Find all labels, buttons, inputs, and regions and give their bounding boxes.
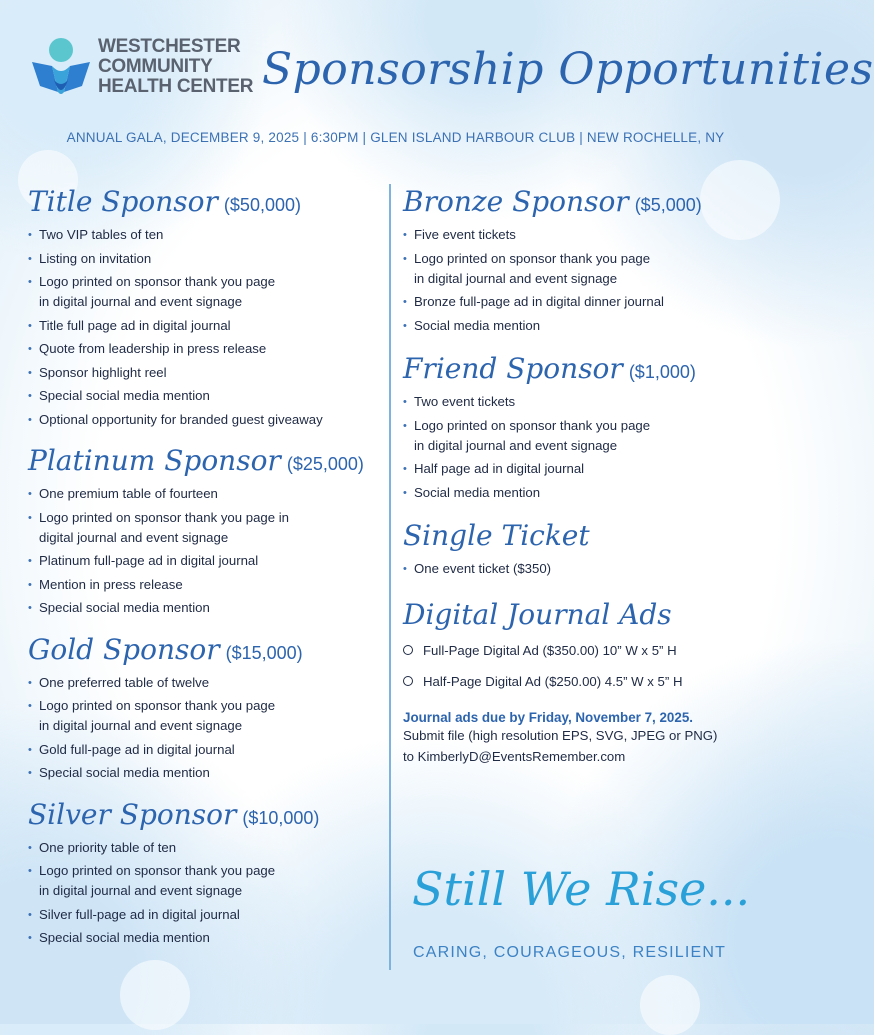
benefit-text: Five event tickets bbox=[414, 227, 516, 242]
ad-option-label: Full-Page Digital Ad ($350.00) 10” W x 5” H bbox=[423, 642, 677, 658]
sponsor-section bbox=[28, 632, 380, 797]
sponsor-price: ($15,000) bbox=[225, 642, 303, 663]
benefit-item bbox=[28, 225, 380, 245]
radio-circle-icon[interactable] bbox=[403, 645, 413, 655]
benefit-text-continued: in digital journal and event signage bbox=[39, 718, 243, 733]
org-name-line1: WESTCHESTER bbox=[98, 36, 241, 57]
benefit-text: Special social media mention bbox=[39, 930, 210, 945]
right-column bbox=[403, 184, 763, 767]
sponsor-section bbox=[28, 797, 380, 949]
sponsor-section bbox=[403, 184, 763, 351]
sponsor-price: ($10,000) bbox=[242, 807, 320, 828]
benefit-text: Logo printed on sponsor thank you page bbox=[39, 863, 276, 878]
benefit-item bbox=[28, 410, 380, 430]
benefit-text: Logo printed on sponsor thank you page bbox=[39, 274, 276, 289]
right-sponsor-sections bbox=[403, 184, 763, 579]
benefit-text: Logo printed on sponsor thank you page bbox=[39, 698, 276, 713]
sponsor-name: Silver Sponsor bbox=[28, 797, 237, 831]
sponsor-name: Gold Sponsor bbox=[28, 632, 220, 666]
benefit-item bbox=[28, 763, 380, 783]
benefit-list bbox=[403, 559, 763, 579]
sponsor-section bbox=[28, 184, 380, 443]
benefit-item bbox=[403, 416, 763, 456]
benefit-text: Quote from leadership in press release bbox=[39, 341, 267, 356]
benefit-text: Optional opportunity for branded guest giveaway bbox=[39, 411, 323, 427]
benefit-text: Silver full-page ad in digital journal bbox=[39, 906, 240, 922]
benefit-text: Gold full-page ad in digital journal bbox=[39, 741, 235, 757]
left-column bbox=[28, 184, 380, 952]
benefit-text: Title full page ad in digital journal bbox=[39, 317, 231, 333]
benefit-text: One priority table of ten bbox=[39, 839, 177, 855]
benefit-item bbox=[28, 484, 380, 504]
benefit-item bbox=[28, 575, 380, 595]
benefit-item bbox=[28, 249, 380, 269]
benefit-list bbox=[403, 392, 763, 503]
sponsor-title bbox=[28, 184, 380, 223]
journal-ad-option[interactable] bbox=[403, 641, 763, 661]
benefit-text: One event ticket ($350) bbox=[414, 561, 552, 576]
benefit-item bbox=[403, 225, 763, 245]
benefit-text-continued: in digital journal and event signage bbox=[414, 270, 618, 286]
benefit-item bbox=[403, 316, 763, 336]
benefit-text: Two event tickets bbox=[414, 394, 516, 409]
benefit-text: Platinum full-page ad in digital journal bbox=[39, 553, 259, 568]
benefit-item bbox=[28, 838, 380, 858]
benefit-text: Special social media mention bbox=[39, 600, 210, 615]
benefit-text-continued: in digital journal and event signage bbox=[39, 883, 243, 898]
sponsor-price: ($25,000) bbox=[286, 454, 364, 474]
benefit-text: Logo printed on sponsor thank you page in bbox=[39, 509, 290, 525]
page-headline: Sponsorship Opportunities bbox=[262, 44, 874, 95]
motto: CARING, COURAGEOUS, RESILIENT bbox=[413, 944, 727, 961]
sponsor-title bbox=[403, 518, 763, 557]
benefit-list bbox=[28, 484, 380, 618]
benefit-item bbox=[28, 316, 380, 336]
benefit-item bbox=[28, 363, 380, 383]
benefit-item bbox=[28, 905, 380, 925]
benefit-text: Special social media mention bbox=[39, 388, 210, 403]
benefit-item bbox=[28, 928, 380, 948]
benefit-text: One preferred table of twelve bbox=[39, 674, 210, 690]
submit-instructions: Submit file (high resolution EPS, SVG, JPEG or PNG) bbox=[403, 727, 718, 743]
event-info: ANNUAL GALA, DECEMBER 9, 2025 | 6:30PM | GLEN ISLAND HARBOUR CLUB | NEW ROCHELLE, NY bbox=[66, 130, 725, 145]
benefit-item bbox=[403, 292, 763, 312]
sponsor-price: ($1,000) bbox=[628, 362, 696, 382]
organization-name bbox=[98, 37, 253, 97]
benefit-item bbox=[403, 559, 763, 579]
radio-circle-icon[interactable] bbox=[403, 676, 413, 686]
sponsor-title bbox=[403, 351, 763, 390]
health-center-logo-icon bbox=[30, 36, 92, 100]
sponsor-title bbox=[28, 443, 380, 482]
benefit-item bbox=[28, 696, 380, 736]
bokeh-decoration bbox=[640, 975, 700, 1035]
benefit-text: Sponsor highlight reel bbox=[39, 364, 167, 380]
benefit-item bbox=[403, 483, 763, 503]
bokeh-decoration bbox=[120, 960, 190, 1030]
benefit-list bbox=[28, 838, 380, 949]
benefit-item bbox=[28, 740, 380, 760]
benefit-text: Bronze full-page ad in digital dinner journal bbox=[414, 294, 664, 309]
benefit-list bbox=[28, 225, 380, 430]
sponsor-name: Bronze Sponsor bbox=[403, 185, 629, 218]
benefit-item bbox=[28, 673, 380, 693]
sponsor-section bbox=[403, 518, 763, 579]
benefit-item bbox=[28, 551, 380, 571]
journal-ad-option[interactable] bbox=[403, 672, 763, 692]
sponsor-name: Single Ticket bbox=[403, 519, 590, 552]
organization-logo bbox=[30, 34, 254, 106]
org-name-line2: COMMUNITY bbox=[98, 56, 213, 77]
benefit-text: Mention in press release bbox=[39, 576, 183, 592]
benefit-text: Half page ad in digital journal bbox=[414, 461, 585, 476]
sponsor-section bbox=[28, 443, 380, 632]
journal-ad-options bbox=[403, 641, 763, 692]
benefit-text: Social media mention bbox=[414, 317, 541, 333]
ad-option-label: Half-Page Digital Ad ($250.00) 4.5” W x 5” H bbox=[423, 673, 683, 689]
sponsor-name: Title Sponsor bbox=[28, 185, 218, 218]
benefit-item bbox=[28, 386, 380, 406]
benefit-item bbox=[403, 459, 763, 479]
benefit-item bbox=[28, 861, 380, 901]
sponsor-price: ($50,000) bbox=[223, 195, 301, 215]
benefit-text: Special social media mention bbox=[39, 765, 210, 780]
benefit-text-continued: in digital journal and event signage bbox=[414, 437, 618, 453]
benefit-item bbox=[28, 598, 380, 618]
benefit-text: Listing on invitation bbox=[39, 250, 152, 266]
benefit-text: Two VIP tables of ten bbox=[39, 227, 164, 242]
benefit-list bbox=[403, 225, 763, 336]
benefit-list bbox=[28, 673, 380, 784]
submit-email: to KimberlyD@EventsRemember.com bbox=[403, 748, 626, 764]
org-name-line3: HEALTH CENTER bbox=[98, 76, 254, 97]
benefit-text: One premium table of fourteen bbox=[39, 486, 218, 501]
benefit-item bbox=[28, 339, 380, 359]
benefit-item bbox=[28, 272, 380, 312]
journal-due-date: Journal ads due by Friday, November 7, 2025. bbox=[403, 709, 693, 725]
sponsor-price: ($5,000) bbox=[634, 195, 702, 215]
benefit-item bbox=[403, 392, 763, 412]
sponsor-title bbox=[28, 797, 380, 836]
tagline: Still We Rise... bbox=[412, 862, 751, 916]
benefit-text: Logo printed on sponsor thank you page bbox=[414, 250, 651, 266]
benefit-item bbox=[403, 249, 763, 289]
column-divider bbox=[389, 184, 391, 970]
benefit-item bbox=[28, 508, 380, 548]
sponsor-name: Friend Sponsor bbox=[403, 352, 623, 385]
sponsor-section bbox=[403, 351, 763, 518]
benefit-text: Social media mention bbox=[414, 484, 541, 500]
sponsor-title bbox=[403, 184, 763, 223]
sponsor-name: Platinum Sponsor bbox=[28, 444, 281, 477]
benefit-text-continued: in digital journal and event signage bbox=[39, 294, 243, 309]
benefit-text-continued: digital journal and event signage bbox=[39, 529, 229, 545]
sponsor-title bbox=[28, 632, 380, 671]
benefit-text: Logo printed on sponsor thank you page bbox=[414, 417, 651, 433]
journal-ads-title: Digital Journal Ads bbox=[403, 597, 672, 631]
